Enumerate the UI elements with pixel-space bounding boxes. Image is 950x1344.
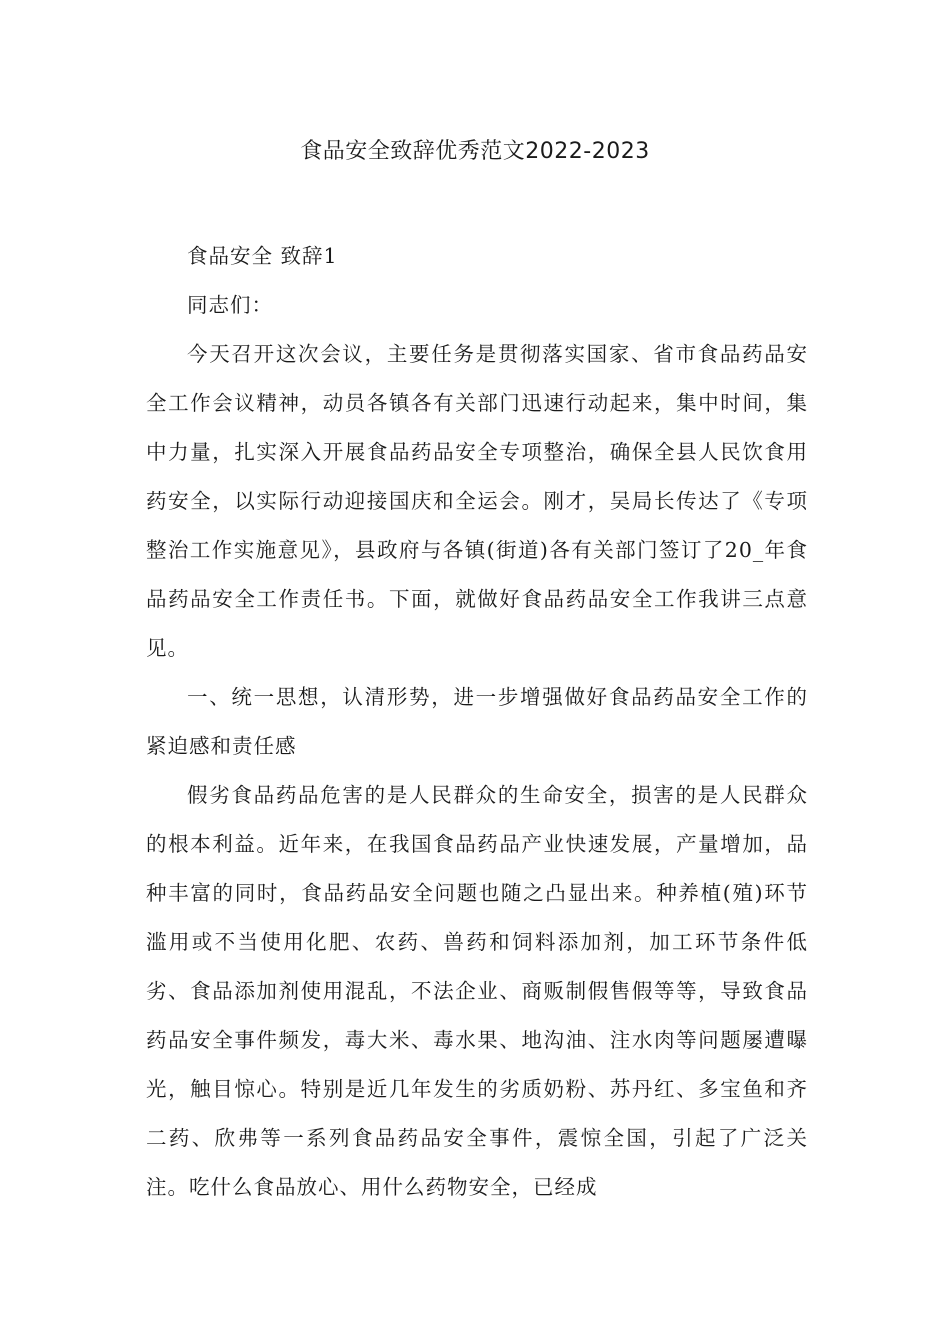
- document-body: [146, 232, 808, 1212]
- paragraph-heading-one: 一、统一思想，认清形势，进一步增强做好食品药品安全工作的紧迫感和责任感: [146, 685, 808, 758]
- salutation: 同志们：: [187, 293, 273, 317]
- section-heading: 食品安全 致辞1: [187, 244, 338, 268]
- paragraph-intro: 今天召开这次会议，主要任务是贯彻落实国家、省市食品药品安全工作会议精神，动员各镇各有关部门迅速行动起来，集中时间，集中力量，扎实深入开展食品药品安全专项整治，确保全县人民饮食用药安全，以实际行动迎接国庆和全运会。刚才，吴局长传达了《专项整治工作实施意见》，县政府与各镇(街道)各有关部门签订了20_年食品药品安全工作责任书。下面，就做好食品药品安全工作我讲三点意见。: [146, 342, 808, 660]
- document-title: 食品安全致辞优秀范文2022-2023: [300, 139, 650, 164]
- paragraph-body: 假劣食品药品危害的是人民群众的生命安全，损害的是人民群众的根本利益。近年来，在我国食品药品产业快速发展，产量增加，品种丰富的同时，食品药品安全问题也随之凸显出来。种养植(殖)环节滥用或不当使用化肥、农药、兽药和饲料添加剂，加工环节条件低劣、食品添加剂使用混乱，不法企业、商贩制假售假等等，导致食品药品安全事件频发，毒大米、毒水果、地沟油、注水肉等问题屡遭曝光，触目惊心。特别是近几年发生的劣质奶粉、苏丹红、多宝鱼和齐二药、欣弗等一系列食品药品安全事件，震惊全国，引起了广泛关注。吃什么食品放心、用什么药物安全，已经成: [146, 783, 808, 1199]
